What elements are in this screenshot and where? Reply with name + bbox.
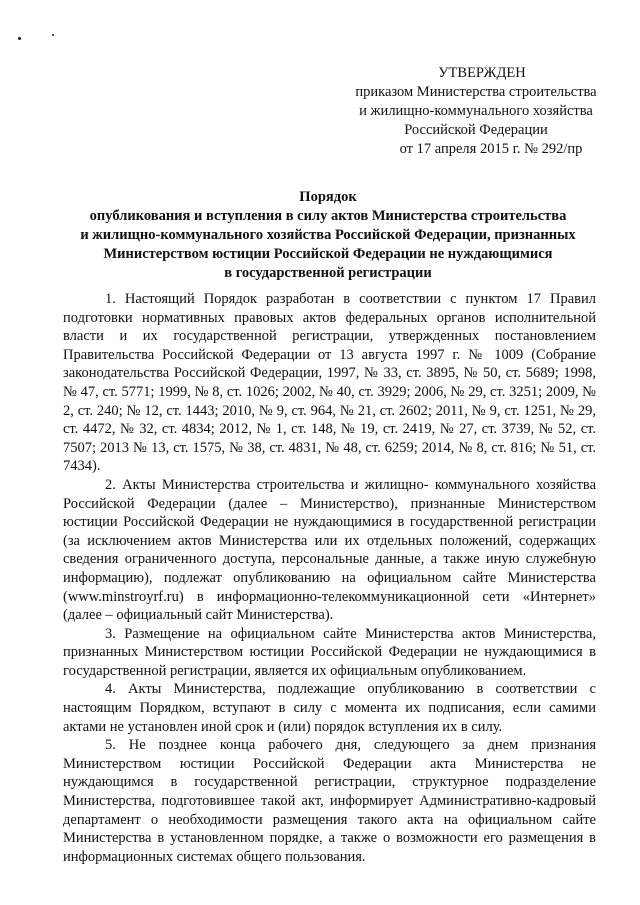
title-line: Министерством юстиции Российской Федерации не нуждающимися (103, 246, 553, 262)
document-body (63, 290, 596, 866)
paragraph-2: 2. Акты Министерства строительства и жилищно- коммунального хозяйства Российской Федерации (далее – Министерство), признанные Министерством юстиции Российской Федерации не нуждающимися в государственной регистрации (за исключением актов Министерства или их отдельных положений, содержащих сведения ограниченного доступа, персональные данные, а также иную служебную информацию), подлежат опубликованию на официальном сайте Министерства (www.minstroyrf.ru) в информационно-телекоммуникационной сети «Интернет» (далее – официальный сайт Министерства). (63, 476, 596, 624)
title-line: в государственной регистрации (224, 265, 432, 281)
approval-block (336, 64, 616, 159)
approval-line: и жилищно-коммунального хозяйства (359, 103, 593, 119)
document-title (40, 188, 616, 283)
scan-speck (18, 37, 21, 40)
paragraph-1: 1. Настоящий Порядок разработан в соответствии с пунктом 17 Правил подготовки нормативных правовых актов федеральных органов исполнительной власти и их государственной регистрации, утвержденных постановлением Правительства Российской Федерации от 13 августа 1997 г. № 1009 (Собрание законодательства Российской Федерации, 1997, № 33, ст. 3895, № 50, ст. 5689; 1998, № 47, ст. 5771; 1999, № 8, ст. 1026; 2002, № 40, ст. 3929; 2006, № 29, ст. 3251; 2009, № 2, ст. 240; № 12, ст. 1443; 2010, № 9, ст. 964, № 21, ст. 2602; 2011, № 9, ст. 1251, № 29, ст. 4472, № 32, ст. 4834; 2012, № 1, ст. 148, № 19, ст. 2419, № 27, ст. 3739, № 52, ст. 7507; 2013 № 13, ст. 1575, № 38, ст. 4831, № 48, ст. 6259; 2014, № 8, ст. 816; № 51, ст. 7434). (63, 291, 596, 475)
approval-line: Российской Федерации (404, 122, 548, 138)
title-line: и жилищно-коммунального хозяйства Российской Федерации, признанных (80, 227, 576, 243)
approval-date: от 17 апреля 2015 г. № 292/пр (399, 141, 583, 157)
paragraph-3: 3. Размещение на официальном сайте Министерства актов Министерства, признанных Министерством юстиции Российской Федерации не нуждающимися в государственной регистрации, является их официальным опубликованием. (63, 625, 596, 679)
paragraph-4: 4. Акты Министерства, подлежащие опубликованию в соответствии с настоящим Порядком, вступают в силу с момента их подписания, если самими актами не установлен иной срок и (или) порядок вступления их в силу. (63, 681, 596, 735)
title-line: Порядок (299, 189, 357, 205)
approval-heading: УТВЕРЖДЕН (438, 65, 526, 81)
approval-line: приказом Министерства строительства (355, 84, 597, 100)
paragraph-5: 5. Не позднее конца рабочего дня, следующего за днем признания Министерством юстиции Российской Федерации акта Министерства не нуждающимся в государственной регистрации, структурное подразделение Министерства, подготовившее такой акт, информирует Административно-кадровый департамент о необходимости размещения такого акта на официальном сайте Министерства в установленном порядке, а также о возможности его размещения в информационных системах общего пользования. (63, 737, 596, 865)
title-line: опубликования и вступления в силу актов Министерства строительства (89, 208, 567, 224)
scan-speck (52, 34, 54, 36)
